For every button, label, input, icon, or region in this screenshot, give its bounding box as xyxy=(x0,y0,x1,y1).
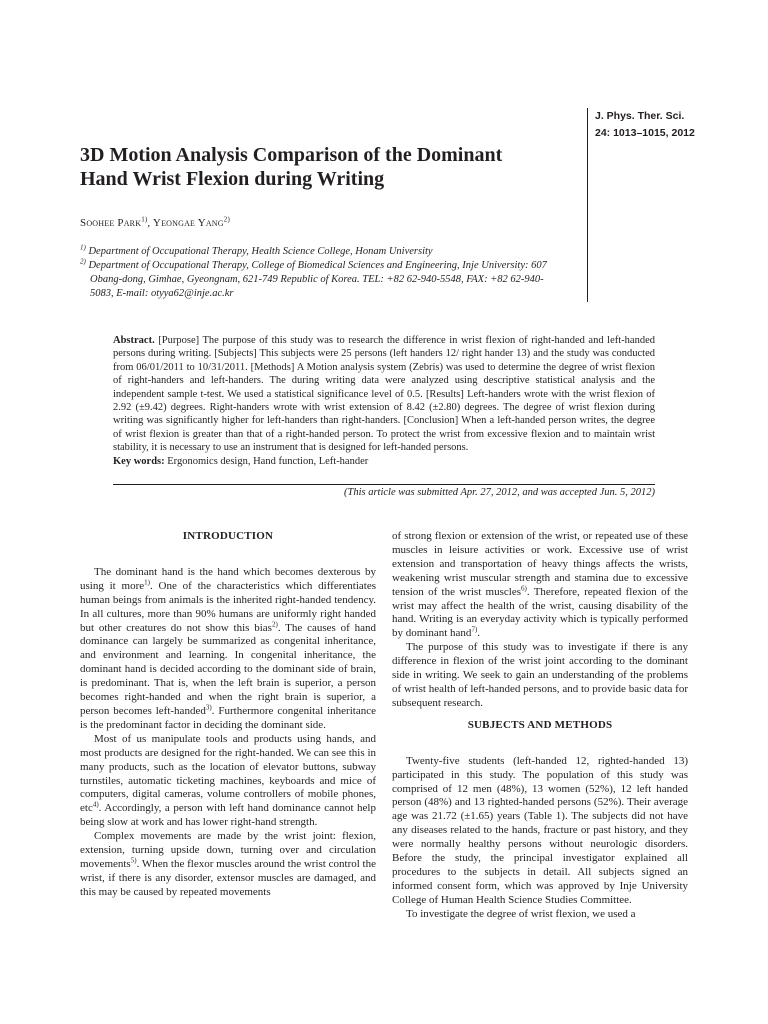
citation-ref: 4) xyxy=(92,800,99,809)
intro-paragraph-2 xyxy=(80,733,376,830)
affiliations xyxy=(80,245,558,301)
intro-paragraph-3-cont xyxy=(392,530,688,641)
citation-ref: 6) xyxy=(521,583,527,592)
author-separator: , xyxy=(147,217,153,229)
affiliation-1 xyxy=(80,245,558,259)
abstract-divider xyxy=(113,484,655,485)
citation-ref: 7) xyxy=(471,625,478,634)
title-line-2: Hand Wrist Flexion during Writing xyxy=(80,168,385,190)
author-1-affil-mark: 1) xyxy=(141,215,148,224)
author-list xyxy=(80,217,230,229)
journal-volume: 24: 1013–1015, 2012 xyxy=(595,127,695,139)
author-2: Yeongae Yang xyxy=(152,217,224,229)
left-column xyxy=(80,530,376,900)
header-vertical-rule xyxy=(587,142,588,302)
keywords-line xyxy=(113,455,655,468)
methods-paragraph-1: Twenty-five students (left-handed 12, righted-handed 13) participated in this study. The population of this study was comprised of 12 men (48%), 13 women (52%), 12 left handed person (48%) and 13 righted-handed persons (52%). Their average age was 21.72 (±1.65) years (Table 1). The subjects did not have any diseases related to the hands, fracture or past history, and they were normally healthy persons without neurologic disorders. Before the study, the principal investigator explained all procedures to the subjects in detail. All subjects signed an informed consent form, which was approved by Inje University College of Human Health Science Studies Committee. xyxy=(392,754,688,906)
citation-ref: 5) xyxy=(130,856,137,865)
keywords-text: Ergonomics design, Hand function, Left-hander xyxy=(164,455,369,467)
keywords-label: Key words: xyxy=(113,455,165,467)
methods-heading: SUBJECTS AND METHODS xyxy=(467,718,613,731)
author-1: Soohee Park xyxy=(80,217,142,229)
abstract-text: [Purpose] The purpose of this study was to research the difference in wrist flexion of right-handed and left-handed persons during writing. [Subjects] This subjects were 25 persons (left handers 12/ right hander 13) and the study was conducted from 06/01/2011 to 10/31/2011. [Methods] A Motion analysis system (Zebris) was used to determine the degree of wrist flexion of right-handers and left-handers. The during writing data were analyzed using descriptive statistical analysis and the independent sample t-test. We used a statistical significance level of 0.5. [Results] Left-handers wrote with the wrist flexion of 2.92 (±9.42) degrees. Right-handers wrote with wrist extension of 8.42 (±2.80) degrees. The degree of wrist flexion during writing was significantly higher for left-handers than right-handers. [Conclusion] When a left-handed person writes, the degree of wrist flexion is greater than that of a right-handed person. To protect the wrist from excessive flexion and to maintain wrist stability, it is necessary to use an instrument that is designed for left-handed persons. xyxy=(113,335,655,454)
title-line-1: 3D Motion Analysis Comparison of the Dominant xyxy=(80,144,503,166)
affiliation-1-mark: 1) xyxy=(80,243,86,252)
author-2-affil-mark: 2) xyxy=(223,215,231,224)
intro-cont-text-a: of strong flexion or extension of the wrist, or repeated use of these muscles in leisure activities or work. Excessive use of wrist extension and transportation of heavy things affects the wrists, weakening wrist muscular strength and stamina due to excessive tension of the wrist muscles xyxy=(392,530,688,598)
affiliation-2 xyxy=(80,259,558,301)
journal-name: J. Phys. Ther. Sci. xyxy=(595,110,685,122)
journal-citation xyxy=(587,108,725,142)
intro-p1-text-c: . The causes of hand dominance can largely be summarized as congenital inheritance, and environment and learning. In congenital inheritance, the dominant hand is decided according to the dominant side of brain, is predominant. That is, when the left brain is superior, a person becomes right-handed and when the right brain is superior, a person becomes left-handed xyxy=(80,621,376,717)
intro-p2-text-b: . Accordingly, a person with left hand dominance cannot help being slow at work and has lower right-hand strength. xyxy=(80,802,376,829)
right-column xyxy=(392,530,688,922)
affiliation-2-text: Department of Occupational Therapy, College of Biomedical Sciences and Engineering, Inje University: 607 Obang-dong, Gimhae, Gyeongnam, 621-749 Republic of Korea. TEL: +82 62-940-5548, FAX: +82 62-940-5083, E-mail: otyya62@inje.ac.kr xyxy=(85,260,547,299)
intro-paragraph-3 xyxy=(80,830,376,900)
intro-p1-text-b: . One of the characteristics which differentiates human beings from animals is the inherited right-handed tendency. In all cultures, more than 90% humans are uniformly right handed but other creatures do not show this bias xyxy=(80,579,376,634)
intro-cont-text-c: . xyxy=(477,627,481,640)
citation-ref: 1) xyxy=(144,578,150,587)
paper-title xyxy=(80,143,580,191)
citation-ref: 3) xyxy=(205,703,212,712)
intro-p3-text-b: . When the flexor muscles around the wrist control the wrist, if there is any disorder, extensor muscles are damaged, and this may be caused by repeated movements xyxy=(80,857,376,898)
affiliation-1-text: Department of Occupational Therapy, Health Science College, Honam University xyxy=(85,246,433,257)
affiliation-2-mark: 2) xyxy=(80,257,86,266)
citation-ref: 2) xyxy=(271,619,278,628)
abstract-block xyxy=(113,334,655,468)
intro-paragraph-1 xyxy=(80,566,376,733)
introduction-heading: INTRODUCTION xyxy=(182,530,274,542)
abstract-paragraph xyxy=(113,334,655,455)
intro-p2-text-a: Most of us manipulate tools and products using hands, and most products are designed for the right-handed. We can see this in many products, such as the location of elevator buttons, subway turnstiles, automatic ticketing machines, keyboards and mice of computers, digital cameras, volume controllers of mobile phones, etc xyxy=(80,732,376,815)
methods-paragraph-2: To investigate the degree of wrist flexion, we used a xyxy=(406,907,636,920)
intro-cont-text-b: . Therefore, repeated flexion of the wrist may affect the health of the wrist, causing disability of the hand. Writing is an everyday activity which is typically performed by dominant hand xyxy=(392,585,688,640)
submission-note: (This article was submitted Apr. 27, 2012, and was accepted Jun. 5, 2012) xyxy=(344,487,655,498)
intro-paragraph-4: The purpose of this study was to investigate if there is any difference in flexion of the wrist joint according to the dominant side in writing. We seek to gain an understanding of the problems of wrist health of left-handed persons, and to provide basic data for subsequent research. xyxy=(392,641,688,709)
intro-p3-text-a: Complex movements are made by the wrist joint: flexion, extension, turning upside down, turning over and circulation movements xyxy=(80,830,376,870)
intro-p1-text-d: . Furthermore congenital inheritance is the predominant factor in deciding the dominant side. xyxy=(80,704,376,731)
abstract-label: Abstract. xyxy=(113,335,155,346)
intro-p1-text-a: The dominant hand is the hand which becomes dexterous by using it more xyxy=(80,565,376,592)
